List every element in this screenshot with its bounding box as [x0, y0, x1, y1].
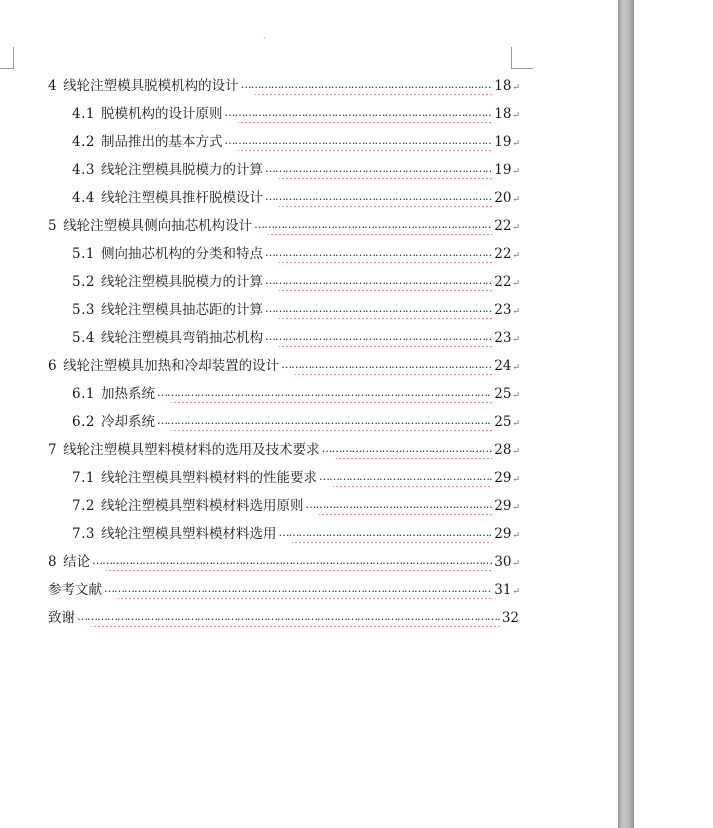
paragraph-return-icon: ↵ [512, 419, 520, 429]
toc-entry-title: 线轮注塑模具抽芯距的计算 [100, 302, 263, 318]
toc-dot-leader [265, 329, 492, 347]
toc-entry[interactable] [48, 551, 520, 571]
spellcheck-underline [279, 262, 492, 263]
toc-entry-page-number: 31 [494, 582, 512, 598]
toc-entry[interactable] [72, 271, 520, 291]
paragraph-return-icon: ↵ [512, 307, 520, 317]
toc-entry-title-wrap [101, 273, 263, 291]
toc-dot-leader [224, 133, 492, 151]
toc-entry-number: 7.2 [72, 498, 95, 514]
toc-entry-number: 7.3 [72, 526, 95, 542]
toc-entry-number: 4.3 [72, 162, 95, 178]
toc-entry[interactable] [72, 299, 520, 319]
spellcheck-underline [238, 150, 492, 151]
toc-entry-number: 7.1 [72, 470, 95, 486]
toc-entry-number: 6.1 [72, 386, 95, 402]
toc-entry-title: 线轮注塑模具脱模力的计算 [100, 162, 263, 178]
toc-entry-title: 线轮注塑模具弯销抽芯机构 [100, 330, 263, 346]
toc-dot-leader [157, 385, 492, 403]
toc-entry-title-wrap [101, 385, 155, 403]
toc-entry-title-wrap [63, 77, 239, 95]
paragraph-return-icon: ↵ [512, 391, 520, 401]
toc-entry-page-number: 32 [501, 610, 519, 626]
toc-entry[interactable] [72, 523, 520, 543]
spellcheck-underline [292, 542, 492, 543]
paragraph-return-icon: ↵ [512, 167, 520, 177]
toc-dot-leader [92, 553, 492, 571]
toc-dot-leader [265, 273, 492, 291]
toc-dot-leader [265, 189, 492, 207]
toc-entry-title: 线轮注塑模具侧向抽芯机构设计 [63, 218, 253, 234]
toc-entry-page-number: 25 [494, 414, 512, 430]
toc-entry-title-wrap [63, 553, 90, 571]
toc-entry-page-number: 24 [494, 358, 512, 374]
toc-entry-page-number: 29 [494, 470, 512, 486]
toc-entry-title-wrap [101, 413, 155, 431]
toc-entry[interactable] [72, 159, 520, 179]
margin-corner-top-left [0, 47, 14, 69]
toc-entry[interactable] [48, 355, 520, 375]
toc-entry-title: 线轮注塑模具脱模力的计算 [100, 274, 263, 290]
toc-entry-title-wrap [63, 357, 279, 375]
toc-entry-number: 7 [48, 442, 58, 458]
toc-entry-title-wrap [101, 301, 263, 319]
toc-entry-title-wrap [63, 441, 320, 459]
spellcheck-underline [336, 458, 493, 459]
toc-entry[interactable] [72, 411, 520, 431]
spellcheck-underline [268, 234, 492, 235]
paragraph-return-icon: ↵ [512, 195, 520, 205]
toc-entry-number: 5.4 [72, 330, 95, 346]
paragraph-return-icon: ↵ [512, 587, 520, 597]
paragraph-mark-icon: · [263, 34, 266, 43]
toc-entry[interactable] [72, 131, 520, 151]
paragraph-return-icon: ↵ [512, 251, 520, 261]
toc-entry-page-number: 28 [494, 442, 512, 458]
toc-entry-page-number: 23 [494, 302, 512, 318]
paragraph-return-icon: ↵ [512, 363, 520, 373]
toc-entry-number: 5.3 [72, 302, 95, 318]
paragraph-return-icon: ↵ [512, 111, 520, 121]
toc-dot-leader [265, 301, 492, 319]
toc-entry[interactable] [48, 579, 520, 599]
spellcheck-underline [279, 346, 492, 347]
toc-entry-title-wrap [101, 525, 277, 543]
toc-entry[interactable] [48, 215, 520, 235]
paragraph-return-icon: ↵ [512, 223, 520, 233]
paragraph-return-icon: ↵ [512, 475, 520, 485]
toc-entry-page-number: 19 [494, 134, 512, 150]
paragraph-return-icon: ↵ [512, 559, 520, 569]
toc-entry-title-wrap [101, 161, 263, 179]
paragraph-return-icon: ↵ [512, 531, 520, 541]
toc-entry-page-number: 18 [494, 78, 512, 94]
toc-dot-leader [241, 77, 493, 95]
toc-entry-page-number: 22 [494, 274, 512, 290]
toc-entry-page-number: 29 [494, 526, 512, 542]
toc-entry-title-wrap [48, 609, 75, 627]
toc-dot-leader [104, 581, 492, 599]
spellcheck-underline [171, 430, 492, 431]
toc-entry-number: 4 [48, 78, 58, 94]
toc-entry-title-wrap [63, 217, 252, 235]
toc-entry-number: 6 [48, 358, 58, 374]
toc-dot-leader [265, 161, 492, 179]
toc-entry-title-wrap [101, 133, 223, 151]
toc-entry-page-number: 22 [494, 218, 512, 234]
spellcheck-underline [118, 598, 492, 599]
toc-entry-page-number: 29 [494, 498, 512, 514]
toc-entry-number: 8 [48, 554, 58, 570]
toc-entry-title: 线轮注塑模具塑料模材料的性能要求 [100, 470, 317, 486]
toc-entry-title: 线轮注塑模具塑料模材料的选用及技术要求 [63, 442, 320, 458]
toc-entry-page-number: 22 [494, 246, 512, 262]
spellcheck-underline [333, 486, 492, 487]
spellcheck-underline [255, 94, 493, 95]
toc-entry-title-wrap [101, 245, 263, 263]
toc-entry-page-number: 18 [494, 106, 512, 122]
toc-entry-number: 4.2 [72, 134, 95, 150]
toc-entry-title: 线轮注塑模具塑料模材料选用原则 [100, 498, 304, 514]
toc-entry-title: 冷却系统 [100, 414, 155, 430]
toc-entry[interactable] [72, 187, 520, 207]
toc-entry-number: 5 [48, 218, 58, 234]
toc-entry-title: 加热系统 [100, 386, 155, 402]
toc-dot-leader [281, 357, 492, 375]
toc-entry-number: 4.4 [72, 190, 95, 206]
spellcheck-underline [171, 402, 492, 403]
paragraph-return-icon: ↵ [512, 335, 520, 345]
toc-entry-title: 线轮注塑模具推杆脱模设计 [100, 190, 263, 206]
toc-entry-title: 线轮注塑模具脱模机构的设计 [63, 78, 239, 94]
toc-entry[interactable] [48, 607, 520, 627]
toc-entry-number: 6.2 [72, 414, 95, 430]
paragraph-return-icon: ↵ [512, 83, 520, 93]
toc-entry-number: 4.1 [72, 106, 95, 122]
toc-dot-leader [265, 245, 492, 263]
toc-entry-title: 致谢 [48, 610, 75, 626]
toc-entry-page-number: 30 [494, 554, 512, 570]
toc-dot-leader [305, 497, 492, 515]
toc-entry-title-wrap [101, 497, 304, 515]
paragraph-return-icon: ↵ [512, 503, 520, 513]
toc-dot-leader [319, 469, 492, 487]
toc-entry-title: 侧向抽芯机构的分类和特点 [100, 246, 263, 262]
toc-dot-leader [322, 441, 493, 459]
toc-entry-title-wrap [101, 189, 263, 207]
spellcheck-underline [279, 290, 492, 291]
paragraph-return-icon: ↵ [512, 447, 520, 457]
toc-entry-title-wrap [48, 581, 102, 599]
toc-entry[interactable] [48, 75, 520, 95]
toc-dot-leader [77, 609, 500, 627]
spellcheck-underline [279, 178, 492, 179]
spellcheck-underline [319, 514, 492, 515]
toc-entry-title: 结论 [63, 554, 91, 570]
toc-dot-leader [224, 105, 492, 123]
toc-entry-number: 5.2 [72, 274, 95, 290]
vertical-scrollbar[interactable] [618, 0, 634, 828]
toc-entry[interactable] [72, 243, 520, 263]
toc-entry-title: 参考文献 [48, 582, 102, 598]
toc-dot-leader [157, 413, 492, 431]
toc-entry-page-number: 25 [494, 386, 512, 402]
toc-entry-title-wrap [101, 105, 223, 123]
spellcheck-underline [106, 570, 492, 571]
toc-entry[interactable] [72, 327, 520, 347]
toc-entry-title: 线轮注塑模具塑料模材料选用 [100, 526, 277, 542]
toc-entry[interactable] [48, 439, 520, 459]
toc-entry-title: 制品推出的基本方式 [100, 134, 223, 150]
toc-entry[interactable] [72, 383, 520, 403]
toc-entry-number: 5.1 [72, 246, 95, 262]
toc-dot-leader [254, 217, 492, 235]
toc-entry[interactable] [72, 103, 520, 123]
paragraph-return-icon: ↵ [512, 279, 520, 289]
toc-entry-title: 线轮注塑模具加热和冷却装置的设计 [63, 358, 280, 374]
spellcheck-underline [279, 318, 492, 319]
spellcheck-underline [238, 122, 492, 123]
toc-entry-page-number: 20 [494, 190, 512, 206]
margin-corner-top-right [511, 47, 533, 69]
spellcheck-underline [91, 626, 500, 627]
toc-dot-leader [278, 525, 492, 543]
spellcheck-underline [279, 206, 492, 207]
toc-entry[interactable] [72, 495, 520, 515]
toc-entry-title: 脱模机构的设计原则 [100, 106, 223, 122]
toc-entry-title-wrap [101, 469, 317, 487]
spellcheck-underline [295, 374, 492, 375]
paragraph-return-icon: ↵ [512, 139, 520, 149]
toc-entry-page-number: 23 [494, 330, 512, 346]
toc-entry-title-wrap [101, 329, 263, 347]
toc-entry-page-number: 19 [494, 162, 512, 178]
toc-entry[interactable] [72, 467, 520, 487]
